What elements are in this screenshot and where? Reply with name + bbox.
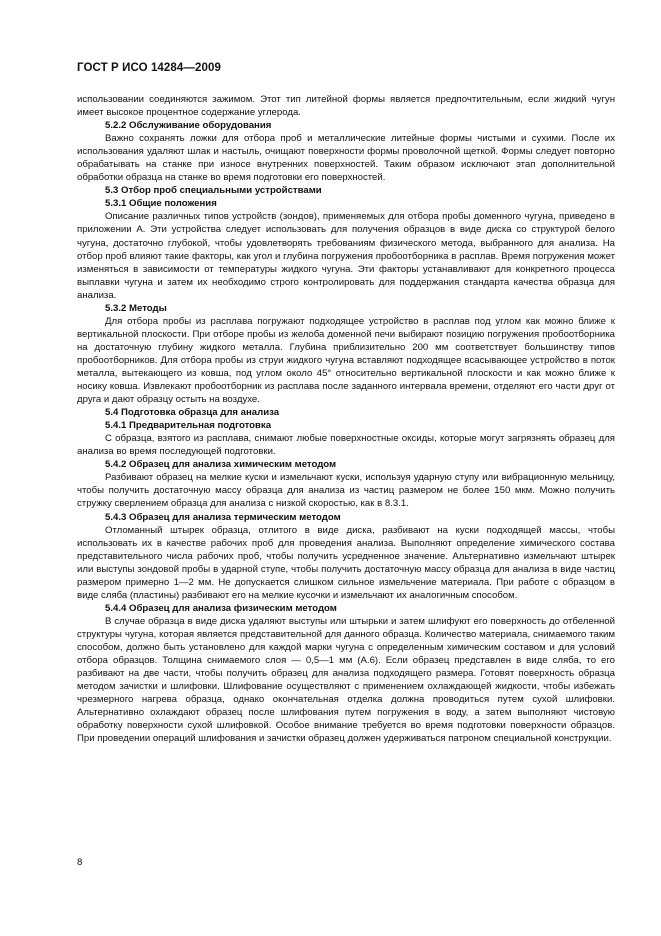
paragraph: использовании соединяются зажимом. Этот тип литейной формы является предпочтительным, если жидкий чугун имеет высокое процентное содержание углерода. xyxy=(77,94,615,119)
paragraph: Важно сохранять ложки для отбора проб и металлические литейные формы чистыми и сухими. После их использования удаляют шлак и настыль, очищают поверхности формы проволочной щеткой. Формы следует повторно обрабатывать на станке при износе внутренних поверхностей. Таким образом исключают этап дополнительной обработки образца на станке во время подготовки его поверхностей. xyxy=(77,133,615,184)
section-heading: 5.4.2 Образец для анализа химическим методом xyxy=(105,459,337,471)
section-heading: 5.3.1 Общие положения xyxy=(105,198,217,210)
section-heading: 5.3.2 Методы xyxy=(105,302,167,314)
paragraph: В случае образца в виде диска удаляют выступы или штырьки и затем шлифуют его поверхность до отбеленной структуры чугуна, которая является представительной для данного образца. Количество материала, снимаемого таким способом, должно быть установлено для каждой марки чугуна с определенным химическим составом и для условий отбора образцов. Толщина снимаемого слоя — 0,5—1 мм (А.6). Если образец представлен в виде сляба, то его разбивают на две части, чтобы получить образец для анализа подходящего размера. Готовят поверхность образца методом зачистки и шлифовки. Шлифование осуществляют с применением охлаждающей жидкости, чтобы избежать чрезмерного нагрева образца, однако окончательная отделка должна проводиться путем сухой шлифовки. Альтернативно охлаждают образец после шлифования путем погружения в воду, а затем выполняют чистовую обработку поверхности сухой шлифовкой. Особое внимание требуется во время подготовки поверхности образцов. При проведении операций шлифования и зачистки образец должен удерживаться патроном специальной конструкции. xyxy=(77,615,615,745)
section-heading: 5.4.3 Образец для анализа термическим методом xyxy=(105,511,341,523)
page-number: 8 xyxy=(77,857,83,868)
page-header-title: ГОСТ Р ИСО 14284—2009 xyxy=(77,62,222,74)
paragraph: Описание различных типов устройств (зондов), применяемых для отбора пробы доменного чугуна, приведено в приложении А. Эти устройства следует использовать для получения образцов в виде диска со структурой белого чугуна, достаточно глубокой, чтобы удовлетворять требованиям физического метода, выбранного для анализа. На отбор проб влияют такие факторы, как угол и глубина погружения пробоотборника в расплав. Время погружения может изменяться в зависимости от температуры жидкого чугуна. Эти факторы устанавливают для конкретного процесса выплавки чугуна и затем их необходимо строго контролировать для поддержания стандарта качества образца для анализа. xyxy=(77,211,615,301)
section-heading: 5.4.1 Предварительная подготовка xyxy=(105,420,272,432)
section-heading: 5.4 Подготовка образца для анализа xyxy=(105,407,280,419)
paragraph: Для отбора пробы из расплава погружают подходящее устройство в расплав под углом как можно ближе к вертикальной плоскости. При отборе пробы из желоба доменной печи выбирают позицию погружения пробоотборника на достаточную глубину жидкого металла. Глубина приблизительно 200 мм соответствует большинству типов пробоотборников. Для отбора пробы из струи жидкого чугуна вставляют подходящее всасывающее устройство в поток металла, вытекающего из ковша, под углом около 45° относительно вертикальной плоскости и как можно ближе к носику ковша. Извлекают пробоотборник из расплава после заданного интервала времени, отделяют его части друг от друга и дают образцу остыть на воздухе. xyxy=(77,315,615,406)
paragraph: Разбивают образец на мелкие куски и измельчают куски, используя ударную ступу или вибрационную мельницу, чтобы получить достаточную массу образца для анализа из частиц размером не более 150 мкм. Можно получить стружку сверлением образца для анализа с низкой скоростью, как в 8.3.1. xyxy=(77,472,615,510)
section-heading: 5.3 Отбор проб специальными устройствами xyxy=(105,185,322,197)
section-heading: 5.2.2 Обслуживание оборудования xyxy=(105,120,272,132)
document-body xyxy=(77,93,615,745)
section-heading: 5.4.4 Образец для анализа физическим методом xyxy=(105,602,337,614)
paragraph: Отломанный штырек образца, отлитого в виде диска, разбивают на куски подходящей массы, чтобы использовать их в качестве рабочих проб для проведения анализа. Выполняют определение химического состава представительного числа рабочих проб, чтобы получить усредненное значение. Альтернативно измельчают штырек или выступы зондовой пробы в ударной ступе, чтобы получить достаточную массу образца для анализа в виде частиц размером примерно 1—2 мм. Не допускается слишком сильное измельчение материала. При работе с образцом в виде сляба (пластины) разбивают его на мелкие кусочки и измельчают их аналогичным способом. xyxy=(77,524,615,601)
paragraph: С образца, взятого из расплава, снимают любые поверхностные оксиды, которые могут загрязнять образец для анализа во время последующей подготовки. xyxy=(77,433,615,458)
